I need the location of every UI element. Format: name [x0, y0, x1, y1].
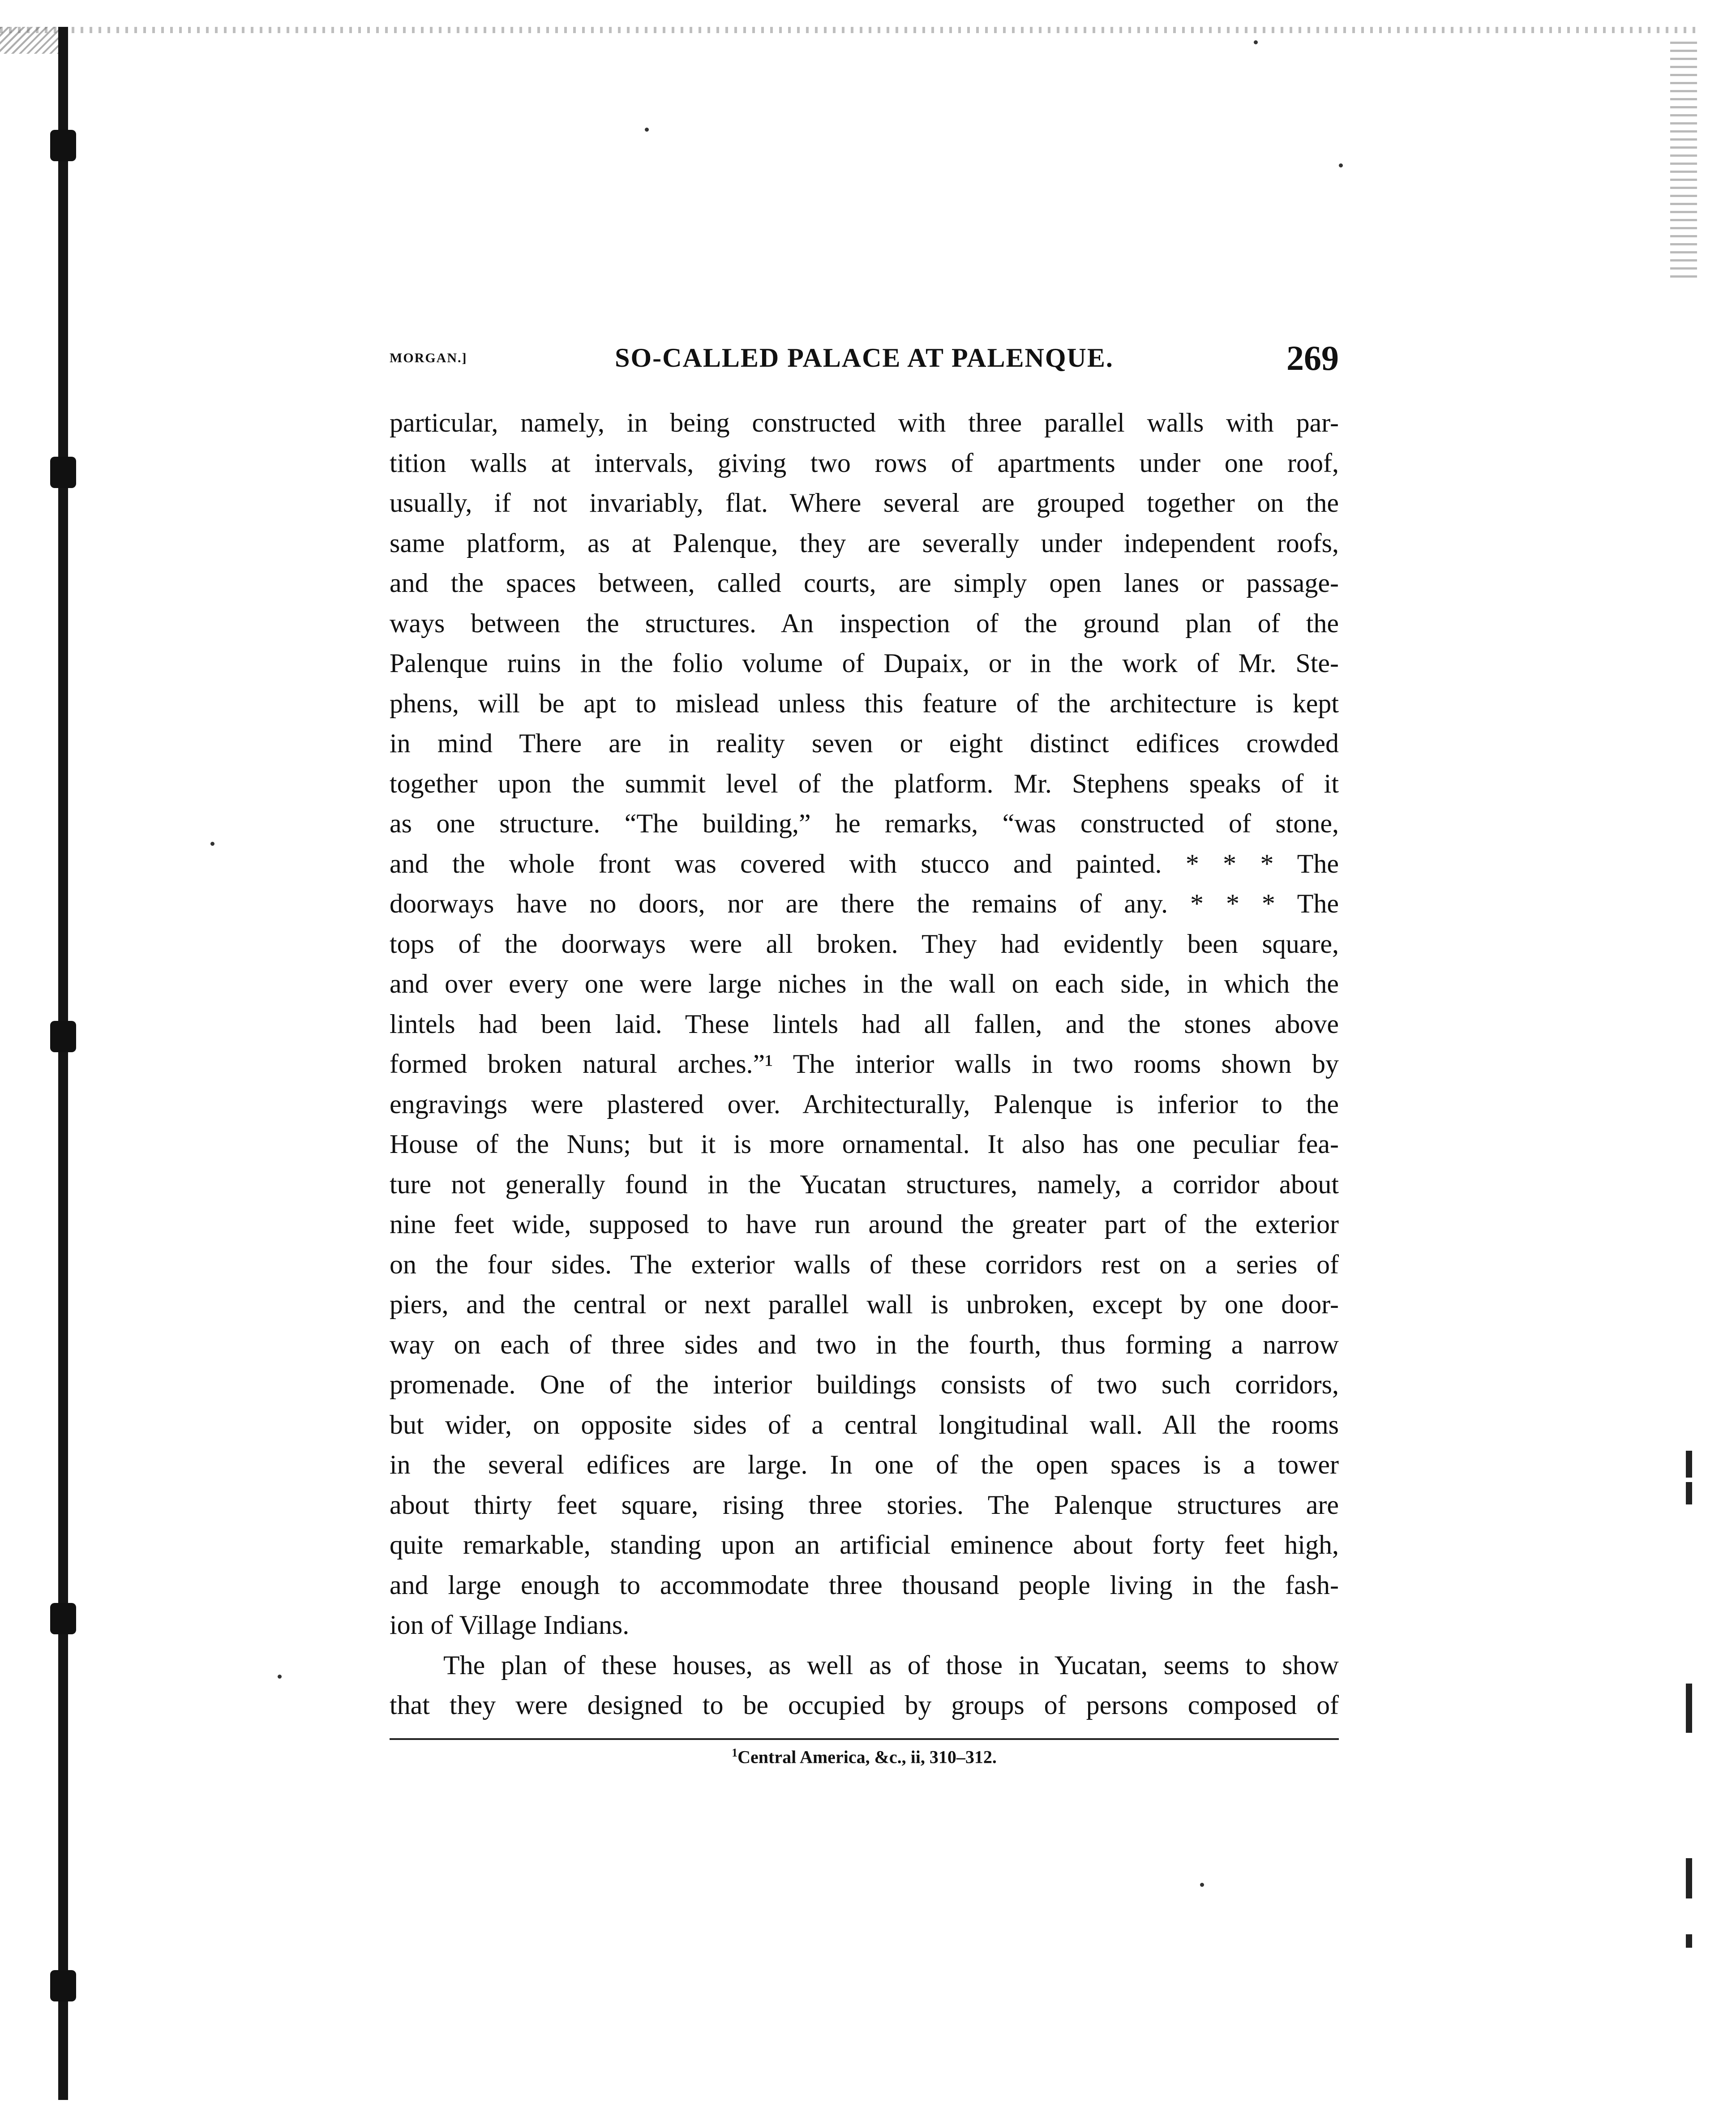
scan-top-corner — [0, 27, 67, 54]
text-line: phens, will be apt to mislead unless this feature of the architecture is kept — [390, 688, 1339, 718]
scan-mark — [1686, 1684, 1692, 1733]
running-head-author: MORGAN.] — [390, 351, 467, 365]
text-line: together upon the summit level of the platform. Mr. Stephens speaks of it — [390, 768, 1339, 798]
text-line: way on each of three sides and two in the fourth, thus forming a narrow — [390, 1329, 1339, 1359]
scan-top-edge — [0, 27, 1702, 33]
body-text — [390, 403, 1339, 1726]
text-line: ways between the structures. An inspection of the ground plan of the — [390, 608, 1339, 638]
scan-right-edge — [1670, 36, 1697, 278]
text-line: same platform, as at Palenque, they are severally under independent roofs, — [390, 528, 1339, 558]
scan-speck — [278, 1675, 282, 1679]
binding-knob — [50, 1021, 76, 1052]
text-line: ture not generally found in the Yucatan structures, namely, a corridor about — [390, 1169, 1339, 1199]
binding-knob — [50, 1970, 76, 2001]
text-line: House of the Nuns; but it is more ornamental. It also has one peculiar fea- — [390, 1129, 1339, 1159]
text-line: Palenque ruins in the folio volume of Dupaix, or in the work of Mr. Ste- — [390, 648, 1339, 678]
scan-mark — [1686, 1451, 1692, 1478]
text-line: engravings were plastered over. Architecturally, Palenque is inferior to the — [390, 1089, 1339, 1119]
text-line: and large enough to accommodate three thousand people living in the fash- — [390, 1570, 1339, 1600]
scan-mark — [1686, 1482, 1692, 1504]
scan-speck — [645, 128, 649, 132]
binding-bar — [58, 27, 68, 2100]
scan-speck — [210, 842, 214, 846]
text-line: lintels had been laid. These lintels had all fallen, and the stones above — [390, 1009, 1339, 1039]
text-line: as one structure. “The building,” he remarks, “was constructed of stone, — [390, 809, 1339, 838]
scan-speck — [1339, 163, 1343, 167]
text-line: but wider, on opposite sides of a central longitudinal wall. All the rooms — [390, 1410, 1339, 1440]
text-line: particular, namely, in being constructed with three parallel walls with par- — [390, 408, 1339, 437]
text-line: piers, and the central or next parallel wall is unbroken, except by one door- — [390, 1290, 1339, 1319]
text-line: quite remarkable, standing upon an artificial eminence about forty feet high, — [390, 1530, 1339, 1560]
text-line: formed broken natural arches.”¹ The interior walls in two rooms shown by — [390, 1049, 1339, 1079]
text-line: that they were designed to be occupied by groups of persons composed of — [390, 1690, 1339, 1720]
footnote-rule — [390, 1738, 1339, 1740]
text-line: usually, if not invariably, flat. Where several are grouped together on the — [390, 488, 1339, 518]
running-head — [390, 338, 1339, 387]
footnote-text: Central America, &c., ii, 310–312. — [737, 1747, 997, 1767]
scan-mark — [1686, 1858, 1692, 1898]
scan-mark — [1686, 1934, 1692, 1948]
text-line: ion of Village Indians. — [390, 1610, 630, 1640]
text-line: nine feet wide, supposed to have run around the greater part of the exterior — [390, 1209, 1339, 1239]
page-number: 269 — [1286, 339, 1339, 377]
text-line: about thirty feet square, rising three stories. The Palenque structures are — [390, 1490, 1339, 1520]
text-line: promenade. One of the interior buildings consists of two such corridors, — [390, 1370, 1339, 1399]
footnote — [390, 1746, 1339, 1767]
text-line: and over every one were large niches in the wall on each side, in which the — [390, 969, 1339, 998]
text-line: tition walls at intervals, giving two rows of apartments under one roof, — [390, 448, 1339, 478]
text-line: in the several edifices are large. In one of the open spaces is a tower — [390, 1450, 1339, 1479]
footnote-marker: 1 — [732, 1746, 738, 1759]
text-line: and the spaces between, called courts, are simply open lanes or passage- — [390, 568, 1339, 598]
scan-speck — [1254, 40, 1258, 44]
binding-knob — [50, 130, 76, 161]
running-head-title: SO-CALLED PALACE AT PALENQUE. — [615, 343, 1114, 373]
text-line: The plan of these houses, as well as of those in Yucatan, seems to show — [443, 1650, 1339, 1680]
binding-knob — [50, 457, 76, 488]
text-line: in mind There are in reality seven or eight distinct edifices crowded — [390, 728, 1339, 758]
binding-knob — [50, 1603, 76, 1634]
scan-speck — [1200, 1883, 1204, 1887]
text-line: tops of the doorways were all broken. They had evidently been square, — [390, 929, 1339, 959]
text-line: and the whole front was covered with stucco and painted. * * * The — [390, 848, 1339, 878]
text-line: on the four sides. The exterior walls of these corridors rest on a series of — [390, 1249, 1339, 1279]
text-line: doorways have no doors, nor are there the remains of any. * * * The — [390, 889, 1339, 918]
